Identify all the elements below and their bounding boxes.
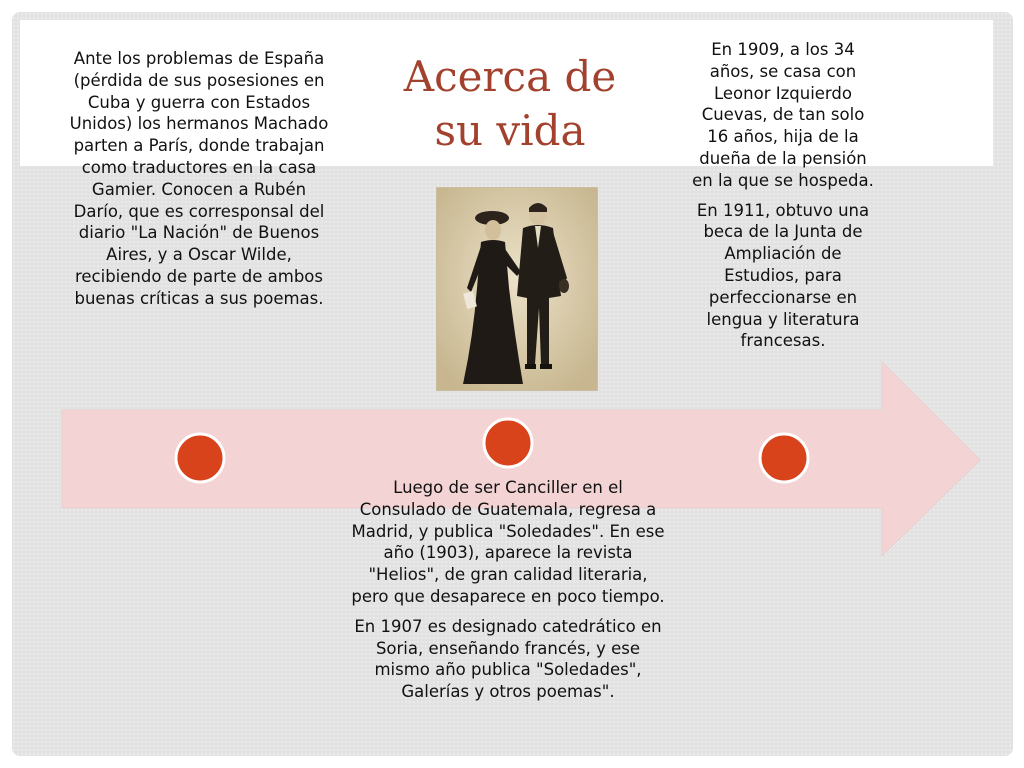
timeline-dot-1: [176, 434, 224, 482]
left-text-block: [68, 48, 330, 310]
right-paragraph-2: En 1911, obtuvo una beca de la Junta de Ampliación de Estudios, para perfeccionarse en lengua y literatura francesas.: [696, 200, 870, 351]
timeline-dot-3: [760, 434, 808, 482]
right-text-block: [690, 39, 876, 352]
bottom-text-block: [350, 477, 666, 703]
title-line-1: Acerca de: [403, 52, 617, 101]
wedding-photo-image: [437, 188, 597, 390]
right-paragraph-1: En 1909, a los 34 años, se casa con Leonor Izquierdo Cuevas, de tan solo 16 años, hija de la dueña de la pensión en la que se hospeda.: [692, 40, 874, 190]
bottom-paragraph-2: En 1907 es designado catedrático en Soria, enseñando francés, y ese mismo año publica "Soledades", Galerías y otros poemas".: [354, 616, 662, 702]
bottom-paragraph-1: Luego de ser Canciller en el Consulado de Guatemala, regresa a Madrid, y publica "Soledades". En ese año (1903), aparece la revista "Helios", de gran calidad literaria, pero que desaparece en poco tiempo.: [351, 478, 665, 606]
slide-title: [395, 50, 625, 158]
left-paragraph: Ante los problemas de España (pérdida de sus posesiones en Cuba y guerra con Estados Unidos) los hermanos Machado parten a París, donde trabajan como traductores en la casa Gamier. Conocen a Rubén Darío, que es corresponsal del diario "La Nación" de Buenos Aires, y a Oscar Wilde, recibiendo de parte de ambos buenas críticas a sus poemas.: [69, 49, 329, 308]
wedding-photo: [437, 188, 597, 390]
title-line-2: su vida: [434, 106, 586, 155]
timeline-dot-2: [484, 419, 532, 467]
